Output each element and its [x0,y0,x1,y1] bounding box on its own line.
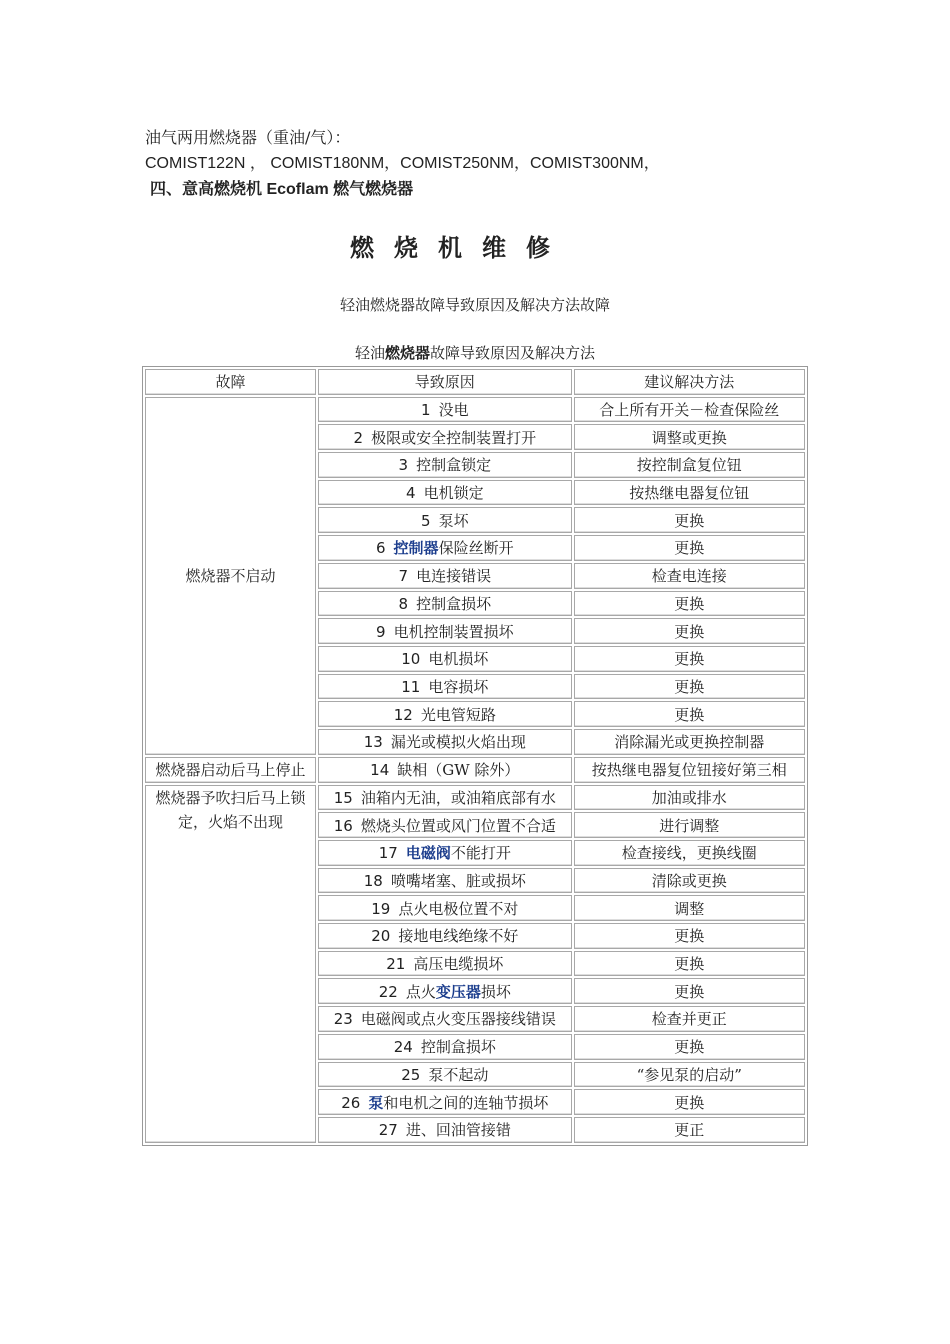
solution-cell: 按控制盒复位钮 [574,452,805,478]
cause-text: 点火电极位置不对 [398,899,519,918]
cause-text: 进、回油管接错 [405,1121,511,1140]
cause-number: 20 [371,927,391,946]
cause-cell [318,563,572,589]
fault-cell: 燃烧器不启动 [145,397,316,755]
header-cause: 导致原因 [318,369,572,395]
cause-number: 3 [398,456,409,475]
solution-cell: 检查并更正 [574,1006,805,1032]
cause-cell [318,1089,572,1115]
cause-text: 没电 [438,401,469,420]
cause-text: 控制盒锁定 [416,456,492,475]
cause-text: 控制盒损坏 [420,1038,496,1057]
cause-cell [318,1034,572,1060]
solution-cell: 更换 [574,923,805,949]
cause-number: 6 [376,539,386,558]
solution-cell: 进行调整 [574,812,805,838]
solution-cell: 更换 [574,674,805,700]
cause-text: 喷嘴堵塞、脏或损坏 [390,872,526,891]
cause-cell [318,480,572,506]
cause-number: 1 [421,401,431,420]
intro-line-dual-fuel: 油气两用燃烧器（重油/气）： [145,128,351,147]
cause-cell [318,646,572,672]
cause-number: 24 [393,1038,413,1057]
table-header-row [145,369,805,395]
solution-cell: 检查接线，更换线圈 [574,840,805,866]
cause-cell [318,978,572,1004]
cause-cell [318,618,572,644]
table-row [145,785,805,811]
cause-text: 电机锁定 [423,484,484,503]
subtitle: 轻油燃烧器故障导致原因及解决方法故障 [339,296,610,314]
cause-text: 电机控制装置损坏 [393,622,514,641]
cause-text: 电机损坏 [428,650,489,669]
caption-pre: 轻油 [354,344,385,362]
cause-cell [318,424,572,450]
cause-cell [318,757,572,783]
cause-text: 高压电缆损坏 [413,955,504,974]
cause-number: 16 [333,816,353,835]
cause-number: 13 [363,733,383,752]
solution-cell: 更换 [574,951,805,977]
cause-text: 泵坏 [438,511,469,530]
cause-text: 泵不起动 [428,1065,489,1084]
cause-cell [318,840,572,866]
solution-cell: 更换 [574,701,805,727]
solution-cell: 按热继电器复位钮 [574,480,805,506]
solution-cell: 合上所有开关－检查保险丝 [574,397,805,423]
solution-cell: 更换 [574,507,805,533]
fault-cell: 燃烧器予吹扫后马上锁定，火焰不出现 [145,785,316,1143]
cause-cell [318,535,572,561]
table-row [145,757,805,783]
cause-text-suffix: 不能打开 [450,844,511,863]
solution-cell: 加油或排水 [574,785,805,811]
solution-cell: 清除或更换 [574,868,805,894]
cause-number: 11 [401,677,421,696]
solution-cell: 更正 [574,1117,805,1143]
cause-keyword: 控制器 [393,539,439,558]
cause-cell [318,591,572,617]
solution-cell: 更换 [574,1089,805,1115]
cause-text-suffix: 保险丝断开 [438,539,514,558]
cause-number: 7 [398,567,409,586]
cause-number: 5 [421,511,431,530]
solution-cell: “参见泵的启动” [574,1062,805,1088]
cause-text: 油箱内无油，或油箱底部有水 [360,788,556,807]
cause-cell [318,507,572,533]
solution-cell: 调整或更换 [574,424,805,450]
cause-text: 极限或安全控制装置打开 [371,428,537,447]
cause-text-suffix: 损坏 [480,982,511,1001]
cause-cell [318,701,572,727]
cause-text: 电磁阀或点火变压器接线错误 [360,1010,556,1029]
cause-text: 控制盒损坏 [416,594,492,613]
cause-number: 19 [371,899,391,918]
header-fault: 故障 [145,369,316,395]
cause-number: 17 [378,844,398,863]
cause-text: 点火 [405,982,436,1001]
cause-cell [318,895,572,921]
solution-cell: 更换 [574,646,805,672]
cause-keyword: 电磁阀 [405,844,451,863]
cause-number: 21 [386,955,406,974]
fault-cell: 燃烧器启动后马上停止 [145,757,316,783]
cause-number: 26 [341,1093,361,1112]
cause-cell [318,674,572,700]
solution-cell: 更换 [574,591,805,617]
cause-cell [318,452,572,478]
cause-cell [318,868,572,894]
cause-text: 接地电线绝缘不好 [398,927,519,946]
cause-number: 27 [378,1121,398,1140]
cause-cell [318,923,572,949]
cause-number: 14 [370,761,390,780]
cause-number: 9 [376,622,386,641]
cause-text-suffix: 和电机之间的连轴节损坏 [383,1093,549,1112]
cause-text: 漏光或模拟火焰出现 [390,733,526,752]
cause-text: 光电管短路 [420,705,496,724]
cause-cell [318,951,572,977]
cause-cell [318,785,572,811]
page-title: 燃烧机维修 [350,233,570,262]
cause-cell [318,729,572,755]
section-heading-ecoflam: 四、意高燃烧机 Ecoflam 燃气燃烧器 [150,181,414,198]
solution-cell: 更换 [574,1034,805,1060]
intro-line-models: COMIST122N ， COMIST180NM，COMIST250NM，COMIST300NM， [145,155,660,172]
caption-post: 故障导致原因及解决方法 [430,344,596,362]
cause-number: 2 [353,428,364,447]
cause-text: 缺相（GW 除外） [397,761,520,780]
cause-cell [318,1006,572,1032]
cause-number: 23 [333,1010,353,1029]
solution-cell: 调整 [574,895,805,921]
cause-cell [318,812,572,838]
fault-table [142,366,808,1146]
solution-cell: 更换 [574,978,805,1004]
cause-cell [318,1062,572,1088]
cause-number: 10 [401,650,421,669]
cause-cell [318,1117,572,1143]
cause-keyword: 泵 [368,1093,384,1112]
cause-number: 25 [401,1065,421,1084]
cause-number: 22 [378,982,398,1001]
solution-cell: 按热继电器复位钮接好第三相 [574,757,805,783]
cause-number: 18 [363,872,383,891]
header-solution: 建议解决方法 [574,369,805,395]
solution-cell: 更换 [574,535,805,561]
table-caption [0,342,950,363]
table-row [145,397,805,423]
cause-text: 电连接错误 [416,567,492,586]
cause-text: 燃烧头位置或风门位置不合适 [360,816,556,835]
cause-keyword: 变压器 [435,982,481,1001]
cause-number: 12 [393,705,413,724]
solution-cell: 消除漏光或更换控制器 [574,729,805,755]
cause-number: 15 [333,788,353,807]
solution-cell: 更换 [574,618,805,644]
cause-number: 4 [406,484,416,503]
cause-text: 电容损坏 [428,677,489,696]
cause-number: 8 [398,594,409,613]
caption-bold: 燃烧器 [384,344,430,362]
cause-cell [318,397,572,423]
solution-cell: 检查电连接 [574,563,805,589]
